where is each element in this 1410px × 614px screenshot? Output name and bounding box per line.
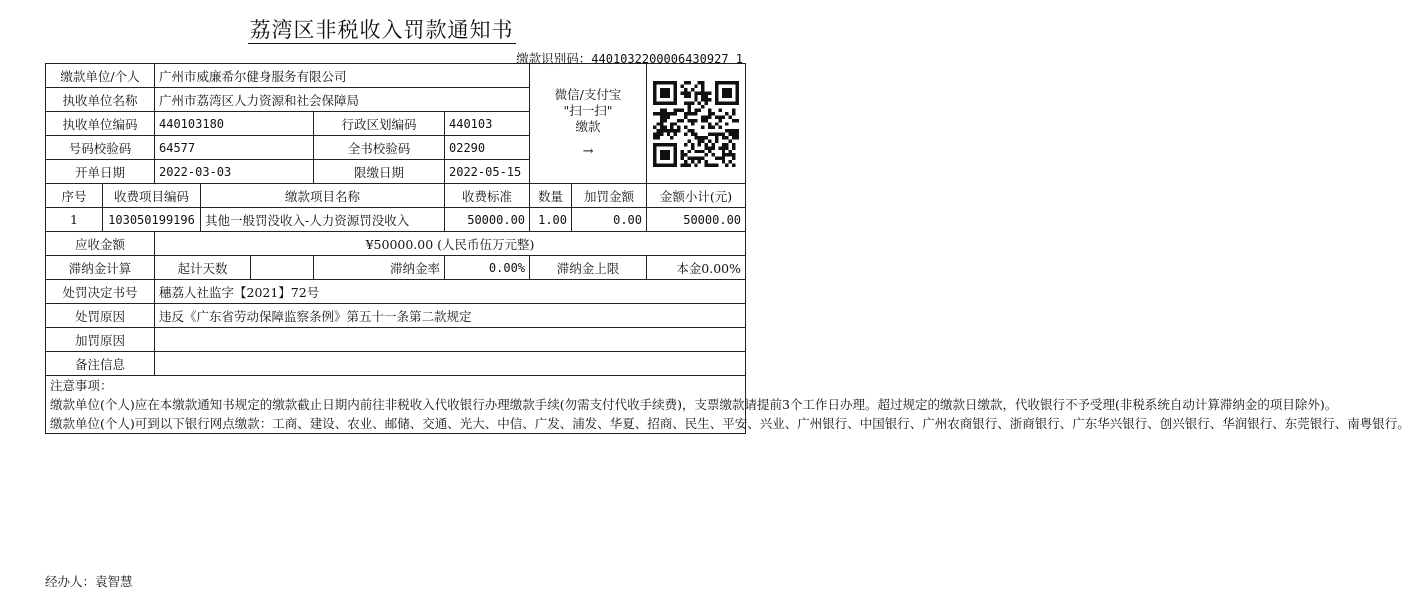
executor-code-label: 执收单位编码 xyxy=(46,112,155,136)
notes-cell xyxy=(46,376,1410,434)
full-check-label: 全书校验码 xyxy=(314,136,445,160)
scan-line-3: 缴款 xyxy=(575,119,601,134)
executor-label: 执收单位名称 xyxy=(46,88,155,112)
agent-name: 袁智慧 xyxy=(95,574,133,589)
item-seq: 1 xyxy=(46,208,103,232)
region-code-label: 行政区划编码 xyxy=(314,112,445,136)
row-surcharge-reason xyxy=(46,328,746,352)
start-days-value xyxy=(251,256,314,280)
row-late-fee xyxy=(46,256,746,280)
late-rate-label: 滞纳金率 xyxy=(314,256,445,280)
item-quantity: 1.00 xyxy=(530,208,572,232)
deadline-label: 限缴日期 xyxy=(314,160,445,184)
arrow-right-icon: → xyxy=(582,144,594,159)
remark-label: 备注信息 xyxy=(46,352,155,376)
item-surcharge: 0.00 xyxy=(572,208,647,232)
header-subtotal: 金额小计(元) xyxy=(647,184,746,208)
items-header-row xyxy=(46,184,746,208)
full-check-value: 02290 xyxy=(445,136,530,160)
agent-line xyxy=(45,572,133,590)
document-title: 荔湾区非税收入罚款通知书 xyxy=(249,18,514,42)
check-code-value: 64577 xyxy=(155,136,314,160)
table-row xyxy=(46,208,746,232)
row-remark xyxy=(46,352,746,376)
notes-paragraph-2: 缴款单位(个人)可到以下银行网点缴款：工商、建设、农业、邮储、交通、光大、中信、广发、浦发、华夏、招商、民生、平安、兴业、广州银行、中国银行、广州农商银行、浙商银行、广东华兴银行、创兴银行、华润银行、东莞银行、南粤银行。 xyxy=(50,416,1410,431)
deadline-value: 2022-05-15 xyxy=(445,160,530,184)
issue-date-label: 开单日期 xyxy=(46,160,155,184)
late-cap-label: 滞纳金上限 xyxy=(530,256,647,280)
item-standard: 50000.00 xyxy=(445,208,530,232)
start-days-label: 起计天数 xyxy=(155,256,251,280)
reason-value: 违反《广东省劳动保障监察条例》第五十一条第二款规定 xyxy=(155,304,746,328)
remark-value xyxy=(155,352,746,376)
surcharge-reason-value xyxy=(155,328,746,352)
item-subtotal: 50000.00 xyxy=(647,208,746,232)
scan-to-pay-note xyxy=(530,64,647,184)
executor-value: 广州市荔湾区人力资源和社会保障局 xyxy=(155,88,530,112)
header-item-code: 收费项目编码 xyxy=(103,184,201,208)
header-quantity: 数量 xyxy=(530,184,572,208)
decision-label: 处罚决定书号 xyxy=(46,280,155,304)
qr-code-cell xyxy=(647,64,746,184)
receivable-label: 应收金额 xyxy=(46,232,155,256)
header-item-name: 缴款项目名称 xyxy=(201,184,445,208)
payment-code-label: 缴款识别码： xyxy=(516,51,592,66)
late-cap-value: 本金0.00% xyxy=(647,256,746,280)
payer-value: 广州市威廉希尔健身服务有限公司 xyxy=(155,64,530,88)
row-decision xyxy=(46,280,746,304)
scan-line-1: 微信/支付宝 xyxy=(554,87,622,102)
qr-code-icon xyxy=(653,81,739,167)
row-payer xyxy=(46,64,746,88)
item-name: 其他一般罚没收入-人力资源罚没收入 xyxy=(201,208,445,232)
surcharge-reason-label: 加罚原因 xyxy=(46,328,155,352)
reason-label: 处罚原因 xyxy=(46,304,155,328)
item-code: 103050199196 xyxy=(103,208,201,232)
row-reason xyxy=(46,304,746,328)
payment-code: 4401032200006430927 1 xyxy=(591,52,743,66)
receivable-value: ¥50000.00 (人民币伍万元整) xyxy=(155,232,746,256)
late-fee-label: 滞纳金计算 xyxy=(46,256,155,280)
decision-value: 穗荔人社监字【2021】72号 xyxy=(155,280,746,304)
header-surcharge: 加罚金额 xyxy=(572,184,647,208)
row-notes xyxy=(46,376,746,434)
notes-heading: 注意事项： xyxy=(50,378,113,393)
agent-label: 经办人： xyxy=(45,574,96,589)
notes-paragraph-1: 缴款单位(个人)应在本缴款通知书规定的缴款截止日期内前往非税收入代收银行办理缴款手续(勿需支付代收手续费)，支票缴款请提前3个工作日办理。超过规定的缴款日缴款，代收银行不予受理(非税系统自动计算滞纳金的项目除外)。 xyxy=(50,397,1338,412)
region-code-value: 440103 xyxy=(445,112,530,136)
late-rate-value: 0.00% xyxy=(445,256,530,280)
scan-line-2: "扫一扫" xyxy=(563,103,613,118)
header-seq: 序号 xyxy=(46,184,103,208)
check-code-label: 号码校验码 xyxy=(46,136,155,160)
header-standard: 收费标准 xyxy=(445,184,530,208)
payer-label: 缴款单位/个人 xyxy=(46,64,155,88)
notice-form-table xyxy=(45,63,1410,434)
issue-date-value: 2022-03-03 xyxy=(155,160,314,184)
row-receivable xyxy=(46,232,746,256)
executor-code-value: 440103180 xyxy=(155,112,314,136)
